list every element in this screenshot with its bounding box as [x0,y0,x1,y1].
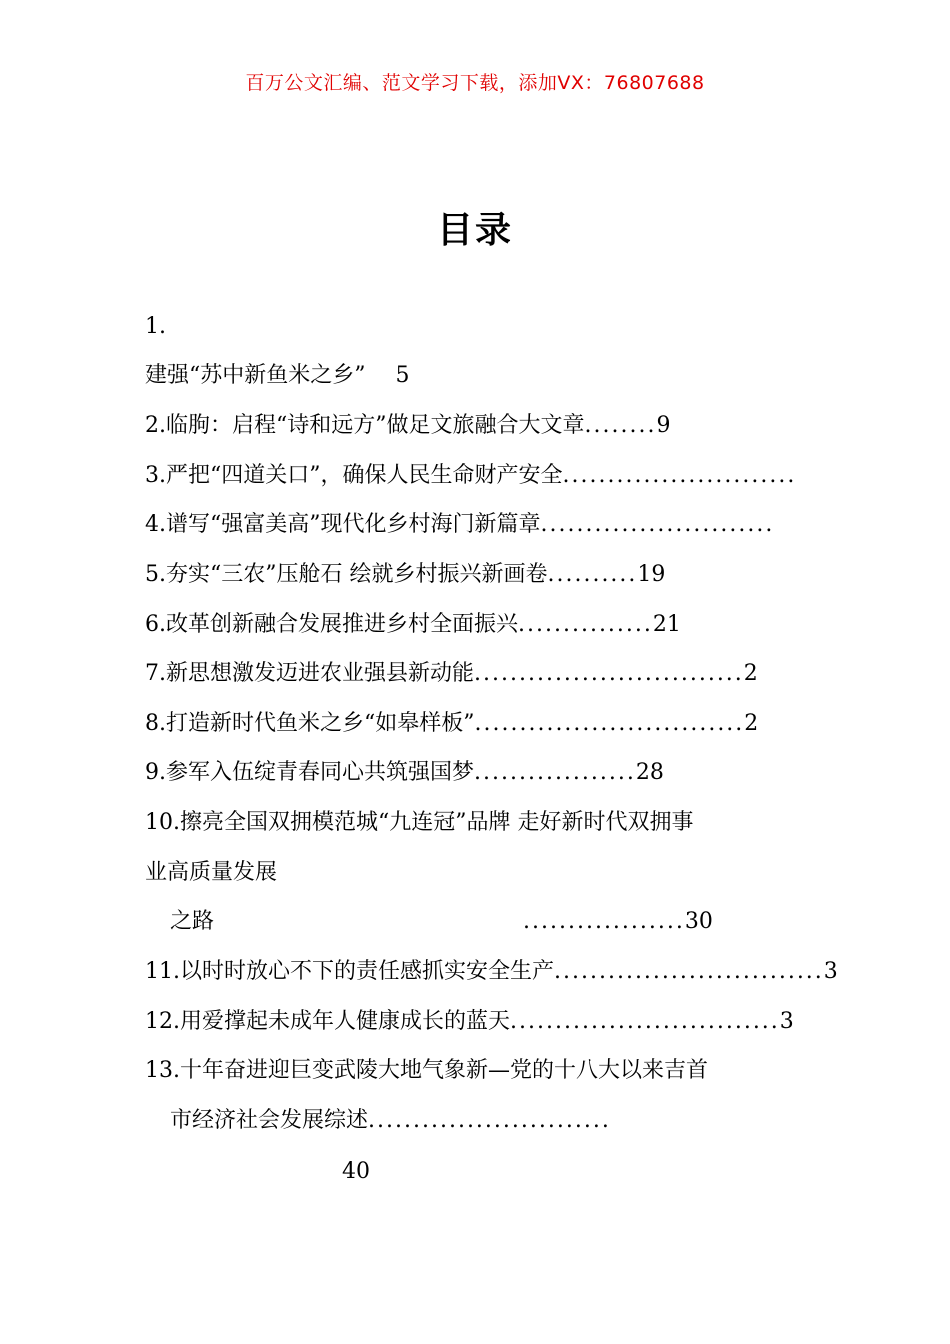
toc-entry-1[interactable] [145,361,410,391]
toc-entry-13-page: 40 [342,1159,370,1184]
toc-entry-title: 3.严把“四道关口”，确保人民生命财产安全 [145,463,563,488]
toc-entry-10-leader [523,907,713,937]
toc-entry-page: 9 [656,413,671,438]
toc-entry-title: 12.用爱撑起未成年人健康成长的蓝天 [145,1009,510,1034]
toc-leader-dots: .......... [547,562,638,587]
toc-entry-page: 19 [637,562,666,587]
toc-leader-dots: ..............................2 [474,661,760,686]
toc-entry-6[interactable] [145,610,681,640]
toc-entry-title: 8.打造新时代鱼米之乡“如皋样板” [145,711,475,736]
toc-entry-title: 市经济社会发展综述 [170,1108,369,1133]
toc-entry-10[interactable]: 10.擦亮全国双拥模范城“九连冠”品牌 走好新时代双拥事 [145,810,694,835]
toc-leader-dots: .................. [474,760,636,785]
toc-entry-10-line2: 业高质量发展 [145,860,278,885]
toc-entry-title: 2.临朐：启程“诗和远方”做足文旅融合大文章 [145,413,585,438]
toc-entry-4[interactable] [145,510,950,540]
toc-leader-dots: .......................... [562,463,797,488]
toc-entry-title: 7.新思想激发迈进农业强县新动能 [145,661,474,686]
toc-entry-10-line3: 之路 [170,909,215,934]
toc-leader-dots: ........................... [368,1108,611,1133]
toc-entry-page: 21 [652,612,681,637]
toc-entry-7[interactable] [145,659,950,689]
toc-entry-8[interactable] [145,709,950,739]
watermark-header: 百万公文汇编、范文学习下载，添加VX：76807688 [245,72,705,94]
toc-leader-dots: ..............................3 [554,959,840,984]
toc-entry-11[interactable] [145,957,950,987]
toc-entry-13-line2 [170,1106,611,1136]
toc-entry-title: 6.改革创新融合发展推进乡村全面振兴 [145,612,518,637]
toc-entry-title: 9.参军入伍绽青春同心共筑强国梦 [145,760,474,785]
toc-entry-1-number: 1. [145,314,166,339]
toc-leader-dots: .......................... [540,512,775,537]
toc-leader-dots: ........ [584,413,657,438]
toc-leader-dots: ..............................2 [474,711,761,736]
toc-entry-13[interactable]: 13.十年奋进迎巨变武陵大地气象新—党的十八大以来吉首 [145,1058,708,1083]
toc-entry-9[interactable] [145,758,664,788]
toc-entry-page: 5 [395,363,410,388]
toc-entry-page: 28 [635,760,664,785]
toc-entry-title: 4.谱写“强富美高”现代化乡村海门新篇章 [145,512,541,537]
toc-entry-title: 建强“苏中新鱼米之乡” [145,363,366,388]
toc-entry-2[interactable] [145,411,670,441]
toc-entry-12[interactable] [145,1007,950,1037]
page-title: 目录 [436,210,513,251]
toc-entry-5[interactable] [145,560,665,590]
toc-entry-title: 11.以时时放心不下的责任感抓实安全生产 [145,959,554,984]
toc-entry-title: 5.夯实“三农”压舱石 绘就乡村振兴新画卷 [145,562,548,587]
toc-entry-page: 30 [684,909,713,934]
toc-leader-dots: .................. [523,909,685,934]
toc-leader-dots: ............... [518,612,653,637]
toc-entry-3[interactable] [145,461,950,491]
toc-leader-dots: ..............................3 [510,1009,796,1034]
